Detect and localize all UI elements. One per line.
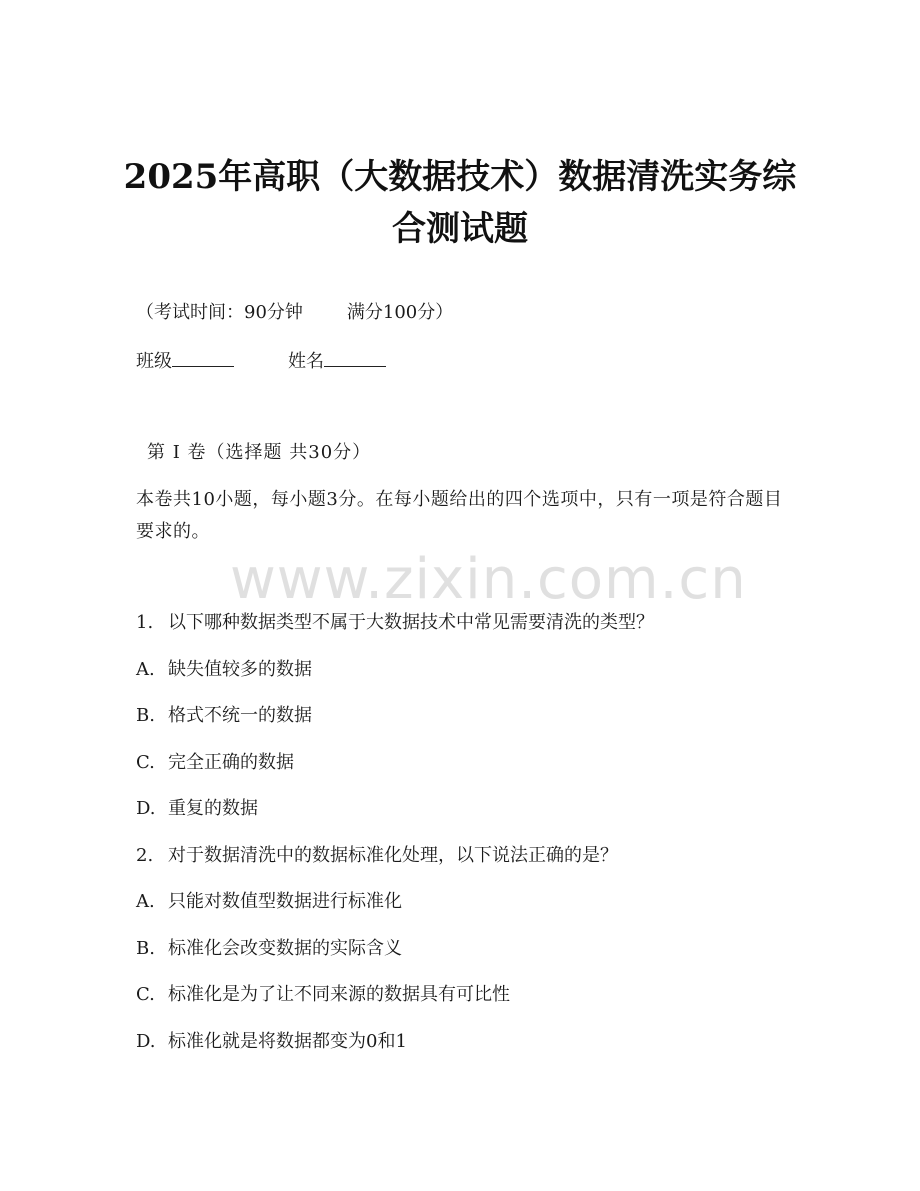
answer-option <box>136 701 816 748</box>
question-stem <box>136 608 816 655</box>
exam-full-score: 满分100分） <box>346 302 454 323</box>
question-stem <box>136 841 816 888</box>
name-field <box>288 346 386 377</box>
answer-option <box>136 655 816 702</box>
option-text: 缺失值较多的数据 <box>168 658 312 680</box>
exam-time: （考试时间：90分钟 <box>136 302 303 323</box>
name-label: 姓名 <box>288 351 324 372</box>
class-label: 班级 <box>136 351 172 372</box>
section-instructions: 本卷共10小题，每小题3分。在每小题给出的四个选项中，只有一项是符合题目要求的。 <box>136 489 783 542</box>
student-info <box>136 346 386 377</box>
class-field <box>136 346 234 377</box>
option-letter: C. <box>136 751 155 773</box>
option-letter: D. <box>136 798 156 819</box>
answer-option <box>136 887 816 934</box>
question-list <box>136 608 816 1073</box>
answer-option <box>136 794 816 841</box>
option-letter: D. <box>136 1030 156 1052</box>
question-number: 1. <box>136 612 154 633</box>
question-text: 对于数据清洗中的数据标准化处理，以下说法正确的是？ <box>168 844 618 866</box>
option-text: 格式不统一的数据 <box>168 705 312 726</box>
document-title-line-1: 2025年高职（大数据技术）数据清洗实务综 <box>123 157 797 197</box>
option-text: 标准化就是将数据都变为0和1 <box>168 1030 407 1052</box>
option-text: 标准化会改变数据的实际含义 <box>168 937 402 959</box>
option-letter: A. <box>136 658 155 680</box>
answer-option <box>136 980 816 1027</box>
answer-option <box>136 934 816 981</box>
option-letter: B. <box>136 705 155 726</box>
exam-meta <box>136 298 453 328</box>
watermark: www.zixin.com.cn <box>230 547 747 612</box>
option-text: 只能对数值型数据进行标准化 <box>168 891 402 912</box>
document-title-line-2: 合测试题 <box>392 209 528 249</box>
question-number: 2. <box>136 844 154 866</box>
option-letter: C. <box>136 984 155 1005</box>
option-text: 重复的数据 <box>168 798 258 819</box>
answer-option <box>136 1027 816 1074</box>
answer-option <box>136 748 816 795</box>
option-letter: A. <box>136 891 155 912</box>
option-text: 标准化是为了让不同来源的数据具有可比性 <box>168 984 510 1005</box>
name-blank <box>324 346 386 367</box>
option-text: 完全正确的数据 <box>168 751 294 773</box>
class-blank <box>172 346 234 367</box>
option-letter: B. <box>136 937 155 959</box>
section-heading: 第 I 卷（选择题 共30分） <box>147 442 372 463</box>
question-text: 以下哪种数据类型不属于大数据技术中常见需要清洗的类型？ <box>168 612 654 633</box>
